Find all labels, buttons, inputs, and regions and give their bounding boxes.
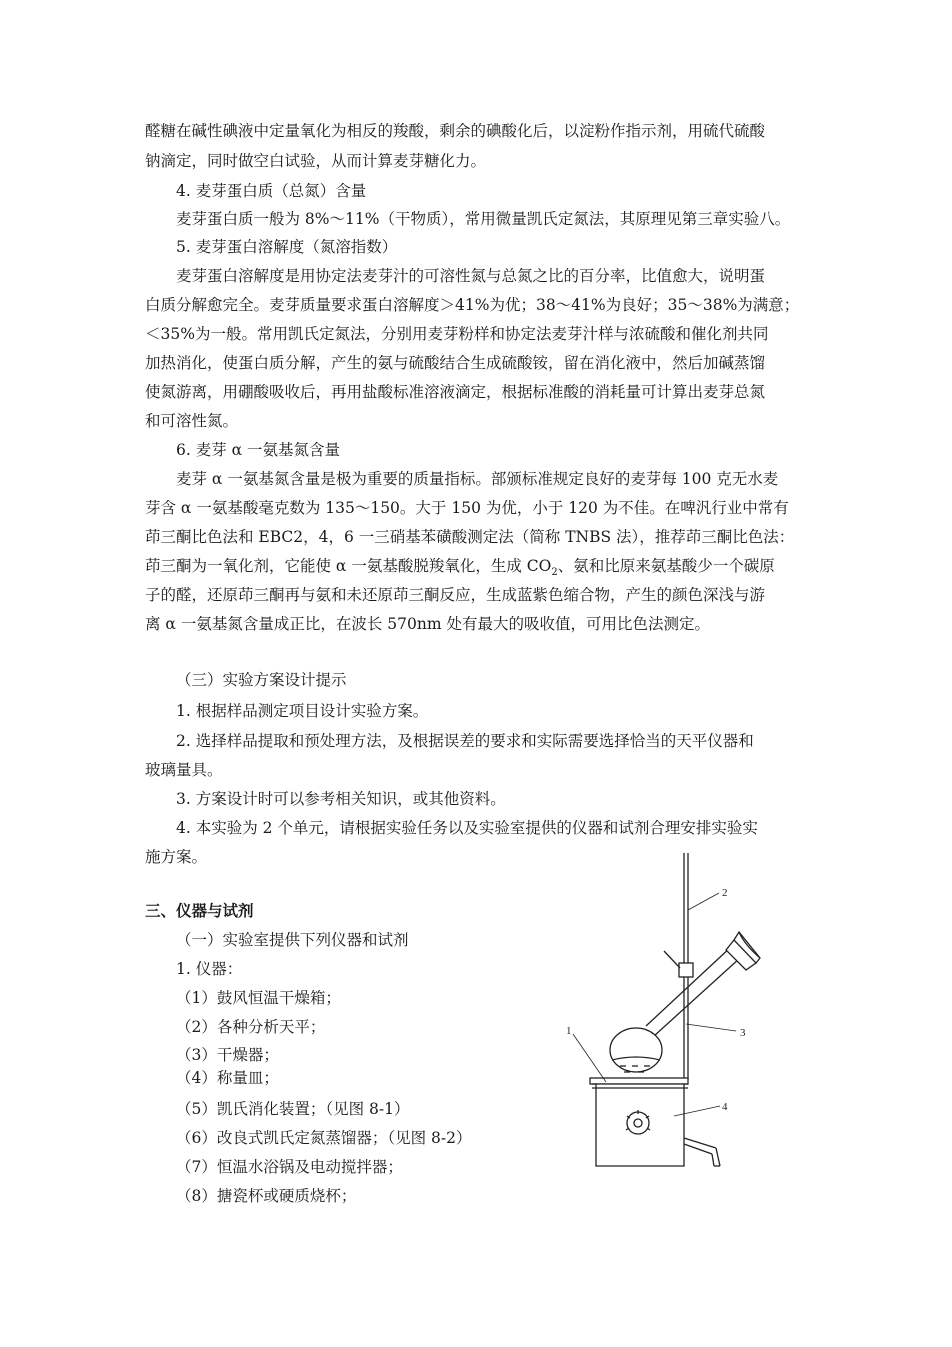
section-heading: 6. 麦芽 α 一氨基氮含量 (176, 441, 341, 459)
paragraph-line: 醛糖在碱性碘液中定量氧化为相反的羧酸，剩余的碘酸化后，以淀粉作指示剂，用硫代硫酸 (145, 122, 766, 140)
figure-label: 4 (722, 1101, 728, 1113)
leader-line (686, 1024, 736, 1031)
paragraph-line: 麦芽蛋白溶解度是用协定法麦芽汁的可溶性氮与总氮之比的百分率，比值愈大，说明蛋 (176, 267, 766, 285)
list-item: 4. 本实验为 2 个单元，请根据实验任务以及实验室提供的仪器和试剂合理安排实验实 (176, 819, 758, 837)
text-fragment: 茚三酮为一氧化剂，它能使 α 一氨基酸脱羧氧化，生成 CO (145, 557, 552, 575)
list-title: 1. 仪器： (176, 960, 243, 978)
heater-body (596, 1084, 684, 1166)
subscript: 2 (551, 567, 558, 579)
list-item-continuation: 施方案。 (145, 848, 208, 866)
list-item: 3. 方案设计时可以参考相关知识，或其他资料。 (176, 790, 506, 808)
section-heading: 5. 麦芽蛋白溶解度（氮溶指数） (176, 238, 398, 256)
paragraph-line: 和可溶性氮。 (145, 412, 239, 430)
clamp-arm (664, 951, 680, 968)
paragraph-line: 白质分解愈完全。麦芽质量要求蛋白溶解度＞41%为优；38～41%为良好；35～38%为满意； (145, 296, 800, 314)
paragraph-line: 麦芽蛋白质一般为 8%～11%（干物质），常用微量凯氏定氮法，其原理见第三章实验八。 (176, 210, 791, 228)
instrument-item: （2）各种分析天平； (176, 1018, 326, 1036)
figure-label: 2 (722, 887, 728, 899)
kjeldahl-apparatus-figure (556, 848, 792, 1178)
paragraph-line: 麦芽 α 一氨基氮含量是极为重要的质量指标。部颁标准规定良好的麦芽每 100 克无水麦 (176, 470, 779, 488)
list-item: 1. 根据样品测定项目设计实验方案。 (176, 702, 429, 720)
paragraph-line: 离 α 一氨基氮含量成正比，在波长 570nm 处有最大的吸收值，可用比色法测定。 (145, 615, 710, 633)
clamp (679, 963, 693, 977)
heater-leg (684, 1138, 716, 1148)
figure-label: 1 (566, 1025, 572, 1037)
paragraph-line (145, 556, 775, 579)
instrument-item: （6）改良式凯氏定氮蒸馏器；（见图 8-2） (176, 1129, 472, 1147)
paragraph-line: ＜35%为一般。常用凯氏定氮法，分别用麦芽粉样和协定法麦芽汁样与浓硫酸和催化剂共同 (145, 325, 769, 343)
list-item: 2. 选择样品提取和预处理方法，及根据误差的要求和实际需要选择恰当的天平仪器和 (176, 732, 754, 750)
flask-neck (654, 958, 740, 1036)
instrument-item: （7）恒温水浴锅及电动搅拌器； (176, 1158, 403, 1176)
instrument-item: （1）鼓风恒温干燥箱； (176, 989, 341, 1007)
paragraph-line: 钠滴定，同时做空白试验，从而计算麦芽糖化力。 (145, 152, 487, 170)
leader-line (688, 893, 719, 910)
subsection-heading: （三）实验方案设计提示 (176, 671, 347, 689)
paragraph-line: 芽含 α 一氨基酸毫克数为 135～150。大于 150 为优，小于 120 为不佳。在啤汎行业中常有 (145, 499, 789, 517)
heating-plate (590, 1078, 688, 1084)
subsection-heading: （一）实验室提供下列仪器和试剂 (176, 931, 409, 949)
instrument-item: （5）凯氏消化装置；（见图 8-1） (176, 1100, 410, 1118)
paragraph-line: 子的醛，还原茚三酮再与氨和未还原茚三酮反应，生成蓝紫色缩合物，产生的颜色深浅与游 (145, 586, 766, 604)
section-title: 三、仪器与试剂 (145, 902, 254, 920)
figure-label: 3 (740, 1027, 746, 1039)
instrument-item: （4）称量皿； (176, 1069, 279, 1087)
instrument-item: （8）搪瓷杯或硬质烧杯； (176, 1187, 357, 1205)
text-fragment: 、氨和比原来氨基酸少一个碳原 (557, 557, 775, 575)
section-heading: 4. 麦芽蛋白质（总氮）含量 (176, 182, 367, 200)
paragraph-line: 加热消化，使蛋白质分解，产生的氨与硫酸结合生成硫酸铵，留在消化液中，然后加碱蒸馏 (145, 354, 766, 372)
funnel (726, 940, 756, 970)
instrument-item: （3）干燥器； (176, 1046, 279, 1064)
apparatus-diagram (556, 848, 792, 1178)
flask-neck (646, 946, 732, 1026)
paragraph-line: 茚三酮比色法和 EBC2，4，6 一三硝基苯磺酸测定法（简称 TNBS 法），推荐茚三酮比色法： (145, 528, 795, 546)
list-item-continuation: 玻璃量具。 (145, 761, 223, 779)
paragraph-line: 使氮游离，用硼酸吸收后，再用盐酸标准溶液滴定，根据标准酸的消耗量可计算出麦芽总氮 (145, 383, 766, 401)
leader-line (573, 1034, 606, 1082)
